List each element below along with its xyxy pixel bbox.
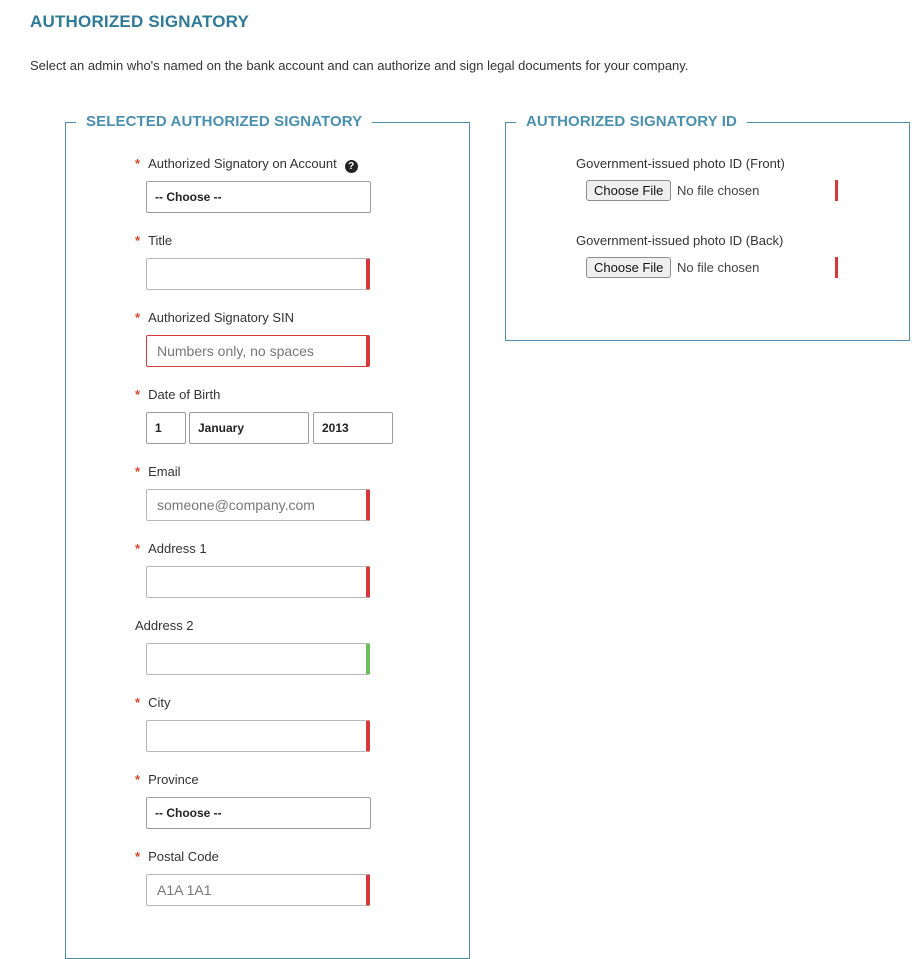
id-front-required-indicator [835, 180, 838, 201]
required-marker: * [135, 310, 141, 325]
address1-label-row [135, 541, 207, 556]
title-input[interactable] [146, 258, 370, 290]
id-back-file-status: No file chosen [677, 260, 760, 275]
account-label: Authorized Signatory on Account [148, 156, 337, 171]
required-marker: * [135, 233, 141, 248]
required-marker: * [135, 464, 141, 479]
signatory-legend: SELECTED AUTHORIZED SIGNATORY [76, 113, 372, 130]
required-marker: * [135, 541, 141, 556]
email-input[interactable] [146, 489, 370, 521]
account-select[interactable]: -- Choose -- [146, 181, 371, 213]
required-marker: * [135, 156, 141, 171]
dob-day-select[interactable]: 1 [146, 412, 186, 444]
id-back-label: Government-issued photo ID (Back) [576, 233, 784, 248]
sin-label-row [135, 310, 294, 325]
account-label-row [135, 156, 358, 173]
address2-input[interactable] [146, 643, 370, 675]
sin-input[interactable] [146, 335, 370, 367]
province-label-row [135, 772, 199, 787]
id-back-required-indicator [835, 257, 838, 278]
address1-label: Address 1 [148, 541, 207, 556]
dob-label: Date of Birth [148, 387, 221, 402]
dob-label-row [135, 387, 220, 402]
postal-label: Postal Code [148, 849, 219, 864]
required-marker: * [135, 387, 141, 402]
email-label-row [135, 464, 181, 479]
required-marker: * [135, 695, 141, 710]
province-select[interactable]: -- Choose -- [146, 797, 371, 829]
required-marker: * [135, 772, 141, 787]
address1-input[interactable] [146, 566, 370, 598]
question-circle-icon[interactable]: ? [345, 160, 358, 173]
postal-label-row [135, 849, 219, 864]
id-back-choose-file-button[interactable]: Choose File [586, 257, 671, 278]
city-input[interactable] [146, 720, 370, 752]
id-fieldset [505, 113, 910, 341]
page-title: AUTHORIZED SIGNATORY [30, 12, 250, 31]
id-front-file-status: No file chosen [677, 183, 760, 198]
intro-text: Select an admin who's named on the bank account and can authorize and sign legal documents for your company. [30, 58, 689, 73]
id-front-choose-file-button[interactable]: Choose File [586, 180, 671, 201]
address2-label: Address 2 [135, 618, 194, 633]
id-front-label: Government-issued photo ID (Front) [576, 156, 785, 171]
required-marker: * [135, 849, 141, 864]
province-label: Province [148, 772, 199, 787]
postal-code-input[interactable] [146, 874, 370, 906]
dob-year-select[interactable]: 2013 [313, 412, 393, 444]
email-label: Email [148, 464, 181, 479]
city-label: City [148, 695, 171, 710]
city-label-row [135, 695, 170, 710]
title-label-row [135, 233, 172, 248]
id-legend: AUTHORIZED SIGNATORY ID [516, 113, 747, 130]
dob-month-select[interactable]: January [189, 412, 309, 444]
sin-label: Authorized Signatory SIN [148, 310, 295, 325]
signatory-fieldset [65, 113, 470, 959]
title-label: Title [148, 233, 173, 248]
